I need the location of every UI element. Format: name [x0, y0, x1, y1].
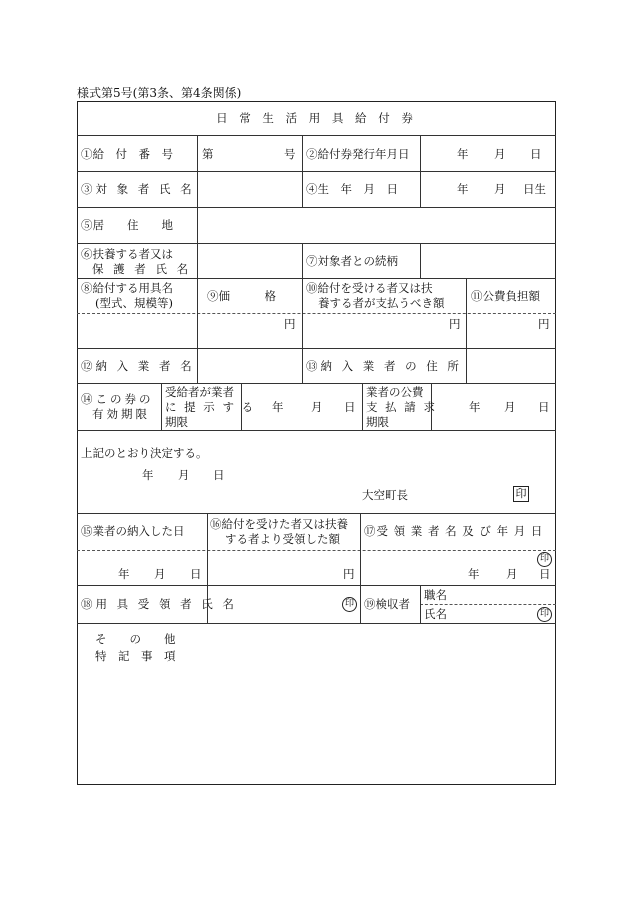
vline-d — [466, 278, 467, 383]
text-delivery-month: 月 — [154, 567, 166, 581]
label-vendor-address: ⑬納 入 業 者 の 住 所 — [306, 359, 462, 373]
text-yen-public: 円 — [538, 317, 550, 331]
label-receiving-vendor: ⑰受 領 業 者 名 及 び 年 月 日 — [364, 524, 544, 538]
text-yen-copay: 円 — [449, 317, 461, 331]
label-validity-line1: ⑭この券の — [81, 392, 154, 406]
label-present-deadline-1: 受給者が業者 — [165, 385, 234, 399]
mayor-seal-box: 印 — [513, 486, 529, 502]
vline-c2 — [420, 243, 421, 278]
label-copay-line1: ⑩給付を受ける者又は扶 — [306, 281, 433, 295]
label-price: ⑨価 格 — [207, 289, 276, 303]
label-job-title: 職名 — [424, 588, 447, 602]
text-year: 年 — [457, 147, 469, 161]
text-received-yen: 円 — [343, 567, 355, 581]
vline-e — [161, 383, 162, 430]
text-day: 日 — [530, 147, 542, 161]
receiver-seal: 印 — [342, 597, 357, 612]
rule-row9-bottom — [77, 585, 556, 586]
decision-text: 上記のとおり決定する。 — [81, 446, 208, 460]
text-validity-month1: 月 — [311, 400, 323, 414]
text-vendor-year: 年 — [468, 567, 480, 581]
text-validity-day1: 日 — [344, 400, 356, 414]
vline-a3 — [197, 348, 198, 383]
rule-row4-bottom — [77, 278, 556, 279]
label-received-amount-line2: する者より受領した額 — [225, 532, 340, 546]
rule-row9-dashed — [77, 550, 556, 551]
remarks-line1: そ の 他 — [95, 632, 176, 646]
voucher-form — [77, 101, 556, 785]
text-validity-month2: 月 — [504, 400, 516, 414]
inspector-seal: 印 — [537, 607, 552, 622]
text-vendor-day: 日 — [539, 567, 551, 581]
label-present-deadline-3: 期限 — [165, 415, 188, 429]
rule-row6-bottom — [77, 383, 556, 384]
decision-day: 日 — [213, 468, 225, 482]
text-birth-year: 年 — [457, 182, 469, 196]
label-address: ⑤居 住 地 — [81, 218, 173, 232]
text-dai: 第 — [202, 147, 214, 161]
decision-signer: 大空町長 — [362, 488, 408, 502]
decision-month: 月 — [178, 468, 190, 482]
decision-year: 年 — [142, 468, 154, 482]
text-validity-year1: 年 — [272, 400, 284, 414]
label-public-share: ⑪公費負担額 — [471, 289, 540, 303]
label-delivery-date: ⑮業者の納入した日 — [81, 524, 185, 538]
label-inspector: ⑲検収者 — [364, 597, 410, 611]
label-vendor-name: ⑫納 入 業 者 名 — [81, 359, 195, 373]
label-received-amount-line1: ⑯給付を受けた者又は扶養 — [210, 517, 348, 531]
label-benefit-number: ①給 付 番 号 — [81, 147, 173, 161]
vline-g — [362, 383, 363, 430]
rule-row5-bottom — [77, 348, 556, 349]
rule-row5-dashed — [77, 313, 556, 314]
vline-k — [420, 585, 421, 623]
rule-row1-bottom — [77, 171, 556, 172]
form-title: 日 常 生 活 用 具 給 付 券 — [216, 111, 417, 125]
text-delivery-day: 日 — [190, 567, 202, 581]
text-birth-day: 日生 — [523, 182, 546, 196]
label-equipment-receiver: ⑱用 具 受 領 者 氏 名 — [81, 597, 237, 611]
label-equipment-line1: ⑧給付する用具名 — [81, 281, 173, 295]
vendor-seal: 印 — [537, 552, 552, 567]
text-birth-month: 月 — [494, 182, 506, 196]
label-copay-line2: 養する者が支払うべき額 — [318, 296, 445, 310]
rule-row10-bottom — [77, 623, 556, 624]
text-go: 号 — [284, 147, 296, 161]
label-subject-name: ③対 象 者 氏 名 — [81, 182, 195, 196]
vline-j — [360, 513, 361, 623]
text-validity-year2: 年 — [469, 400, 481, 414]
label-validity-line2: 有効期限 — [92, 407, 150, 421]
text-yen-price: 円 — [284, 317, 296, 331]
rule-row2-bottom — [77, 207, 556, 208]
vline-b2 — [302, 243, 303, 383]
label-relationship: ⑦対象者との続柄 — [306, 254, 398, 268]
text-validity-day2: 日 — [538, 400, 550, 414]
text-vendor-month: 月 — [506, 567, 518, 581]
label-equipment-line2: (型式、規模等) — [95, 296, 173, 310]
rule-decision-bottom — [77, 513, 556, 514]
vline-a — [197, 135, 198, 243]
text-month: 月 — [494, 147, 506, 161]
label-guardian-line2: 保 護 者 氏 名 — [92, 262, 192, 276]
label-claim-deadline-3: 期限 — [366, 415, 389, 429]
label-issue-date: ②給付券発行年月日 — [306, 147, 410, 161]
label-inspector-name: 氏名 — [424, 607, 447, 621]
rule-inspector-dashed — [420, 604, 556, 605]
text-delivery-year: 年 — [118, 567, 130, 581]
label-guardian-line1: ⑥扶養する者又は — [81, 247, 173, 261]
rule-title-bottom — [77, 135, 556, 136]
remarks-line2: 特 記 事 項 — [95, 649, 176, 663]
form-caption: 様式第5号(第3条、第4条関係) — [77, 86, 242, 100]
label-claim-deadline-2: 支 払 請 求 — [366, 400, 437, 414]
label-present-deadline-2: に 提 示 す る — [165, 400, 256, 414]
vline-c — [420, 135, 421, 207]
rule-row3-bottom — [77, 243, 556, 244]
vline-a2 — [197, 243, 198, 348]
rule-row7-bottom — [77, 430, 556, 431]
label-claim-deadline-1: 業者の公費 — [366, 385, 424, 399]
label-birth-date: ④生 年 月 日 — [306, 182, 398, 196]
vline-b — [302, 135, 303, 207]
